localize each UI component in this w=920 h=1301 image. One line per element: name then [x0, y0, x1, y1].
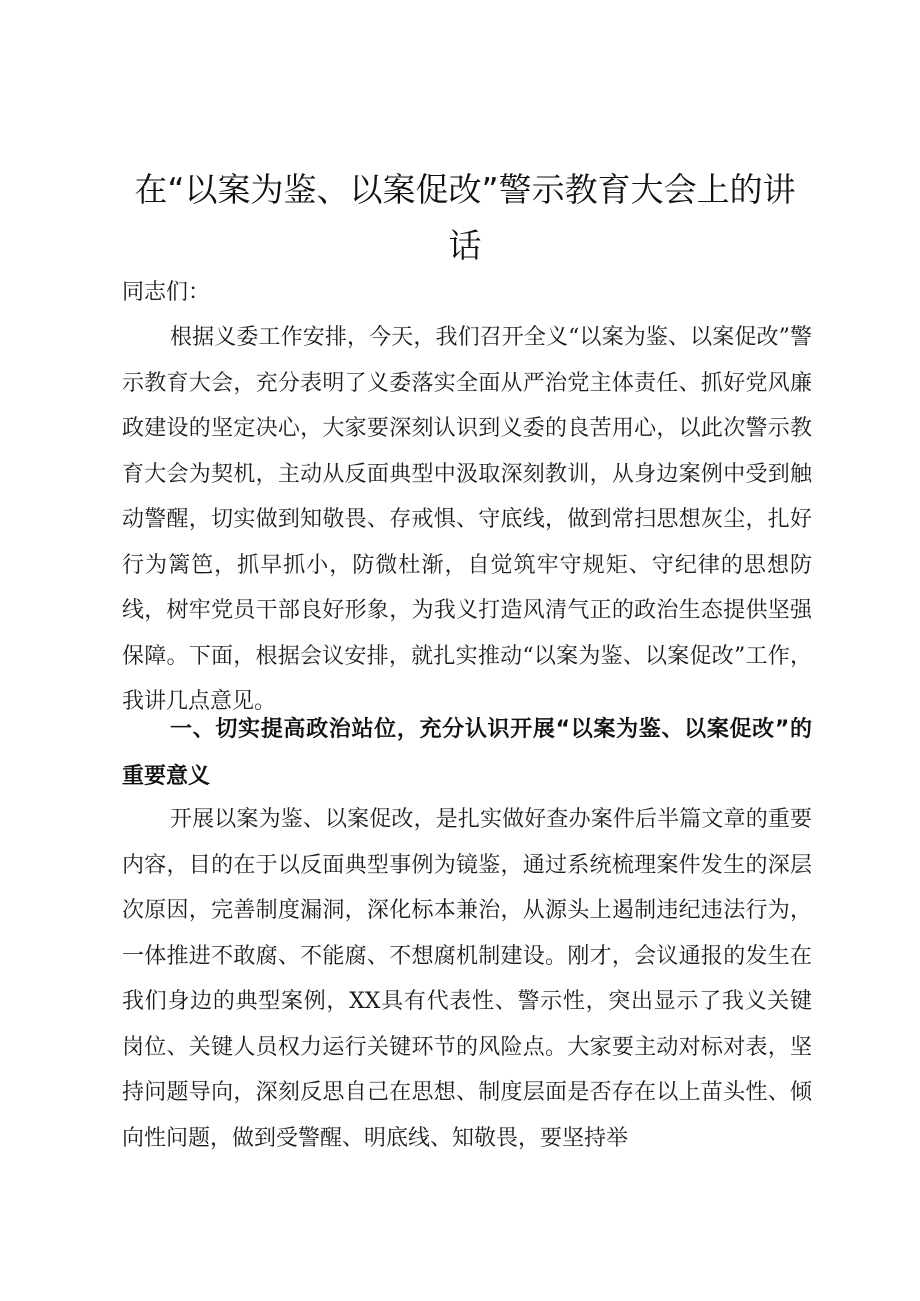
document-title: 在“以案为鉴、以案促改”警示教育大会上的讲话 [134, 170, 796, 265]
salutation: 同志们： [122, 280, 211, 305]
paragraph-section-1: 开展以案为鉴、以案促改，是扎实做好查办案件后半篇文章的重要内容，目的在于以反面典型事例为镜鉴，通过系统梳理案件发生的深层次原因，完善制度漏洞，深化标本兼治，从源头上遏制违纪违法行为，一体推进不敢腐、不能腐、不想腐机制建设。刚才，会议通报的发生在我们身边的典型案例，XX具有代表性、警示性，突出显示了我义关键岗位、关键人员权力运行关键环节的风险点。大家要主动对标对表，坚持问题导向，深刻反思自己在思想、制度层面是否存在以上苗头性、倾向性问题，做到受警醒、明底线、知敬畏，要坚持举 [122, 807, 812, 1151]
paragraph-intro: 根据义委工作安排，今天，我们召开全义“以案为鉴、以案促改”警示教育大会，充分表明了义委落实全面从严治党主体责任、抓好党风廉政建设的坚定决心，大家要深刻认识到义委的良苦用心，以此次警示教育大会为契机，主动从反面典型中汲取深刻教训，从身边案例中受到触动警醒，切实做到知敬畏、存戒惧、守底线，做到常扫思想灰尘，扎好行为篱笆，抓早抓小，防微杜渐，自觉筑牢守规矩、守纪律的思想防线，树牢党员干部良好形象，为我义打造风清气正的政治生态提供坚强保障。下面，根据会议安排，就扎实推动“以案为鉴、以案促改”工作，我讲几点意见。 [122, 325, 812, 714]
section-heading-1: 一、切实提高政治站位，充分认识开展“以案为鉴、以案促改”的重要意义 [122, 717, 812, 789]
